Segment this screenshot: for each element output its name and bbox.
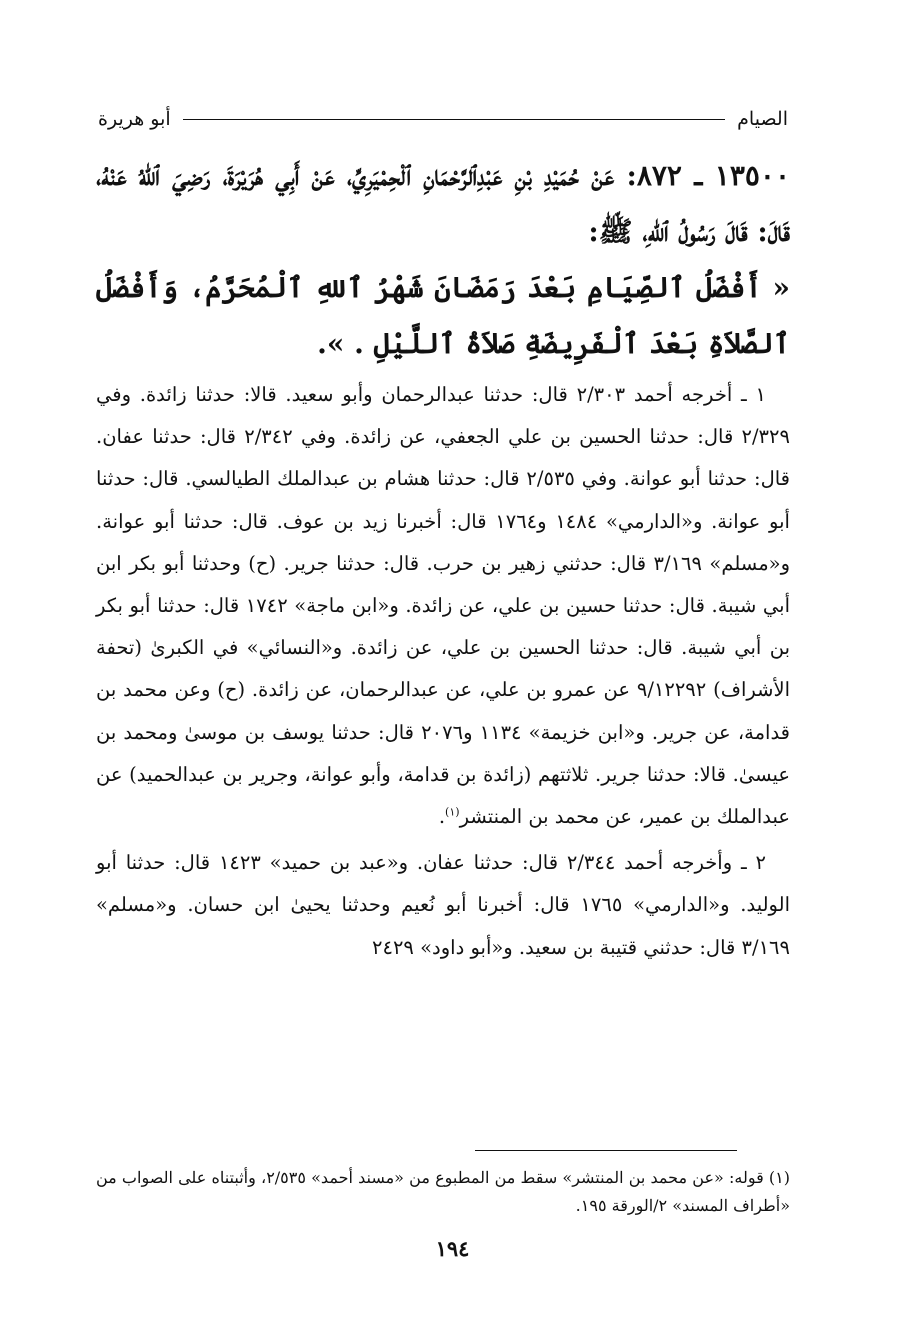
takhrij-section	[96, 374, 790, 969]
takhrij-paragraph-2: ٢ ـ وأخرجه أحمد ٢/٣٤٤ قال: حدثنا عفان. و«عبد بن حميد» ١٤٢٣ قال: حدثنا أبو الوليد. و«الدارمي» ١٧٦٥ قال: أخبرنا أبو نُعيم وحدثنا يحيىٰ ابن حسان. و«مسلم» ٣/١٦٩ قال: حدثني قتيبة بن سعيد. و«أبو داود» ٢٤٢٩	[96, 851, 790, 959]
chapter-title: الصيام	[737, 108, 788, 130]
hadith-matn: « أَفْضَلُ ٱلصِّيَامِ بَعْدَ رَمَضَانَ شَهْرُ ٱللهِ ٱلْمُحَرَّمُ، وَأَفْضَلُ ٱلصَّلاَةِ بَعْدَ ٱلْفَرِيضَةِ صَلاَةُ ٱللَّيْلِ . ».	[96, 271, 790, 360]
takhrij-paragraph-1-end: .	[438, 805, 446, 829]
page-number: ١٩٤	[435, 1236, 470, 1261]
footnote-reference: (١)	[445, 805, 460, 819]
hadith-text	[96, 148, 790, 372]
footnotes	[96, 1164, 790, 1220]
footnote-1: (١) قوله: «عن محمد بن المنتشر» سقط من المطبوع من «مسند أحمد» ٢/٥٣٥، وأثبتناه على الصواب من «أطراف المسند» ٢/الورقة ١٩٥.	[96, 1168, 791, 1215]
running-header	[98, 104, 788, 134]
takhrij-paragraph-1-text: ١ ـ أخرجه أحمد ٢/٣٠٣ قال: حدثنا عبدالرحمان وأبو سعيد. قالا: حدثنا زائدة. وفي ٢/٣٢٩ قال: حدثنا الحسين بن علي الجعفي، عن زائدة. وفي ٢/٣٤٢ قال: حدثنا عفان. قال: حدثنا أبو عوانة. وفي ٢/٥٣٥ قال: حدثنا هشام بن عبدالملك الطيالسي. قال: حدثنا أبو عوانة. و«الدارمي» ١٤٨٤ و١٧٦٤ قال: أخبرنا زيد بن عوف. قال: حدثنا أبو عوانة. و«مسلم» ٣/١٦٩ قال: حدثني زهير بن حرب. قال: حدثنا جرير. (ح) وحدثنا أبو بكر ابن أبي شيبة. قال: حدثنا حسين بن علي، عن زائدة. و«ابن ماجة» ١٧٤٢ قال: حدثنا أبو بكر بن أبي شيبة. قال: حدثنا الحسين بن علي، عن زائدة. و«النسائي» في الكبرىٰ (تحفة الأشراف) ٩/١٢٢٩٢ عن عمرو بن علي، عن عبدالرحمان، عن زائدة. (ح) وعن محمد بن قدامة، عن جرير. و«ابن خزيمة» ١١٣٤ و٢٠٧٦ قال: حدثنا يوسف بن موسىٰ ومحمد بن عيسىٰ. قالا: حدثنا جرير. ثلاثتهم (زائدة بن قدامة، وأبو عوانة، وجرير بن عبدالحميد) عن عبدالملك بن عمير، عن محمد بن المنتشر	[96, 383, 790, 829]
header-rule	[183, 119, 726, 120]
takhrij-paragraph-1	[96, 374, 790, 838]
narrator-name: أبو هريرة	[98, 108, 171, 130]
footnote-separator	[475, 1150, 737, 1151]
hadith-isnad: ١٣٥٠٠ ـ ٨٧٢: عَنْ حُمَيْدِ بْنِ عَبْدِٱلرَّحْمَانِ ٱلْحِمْيَرِيِّ، عَنْ أَبِي هُرَيْرَةَ، رَضِيَ ٱللهُ عَنْهُ، قَالَ: قَالَ رَسُولُ ٱللهِ، ﷺ:	[96, 159, 790, 248]
